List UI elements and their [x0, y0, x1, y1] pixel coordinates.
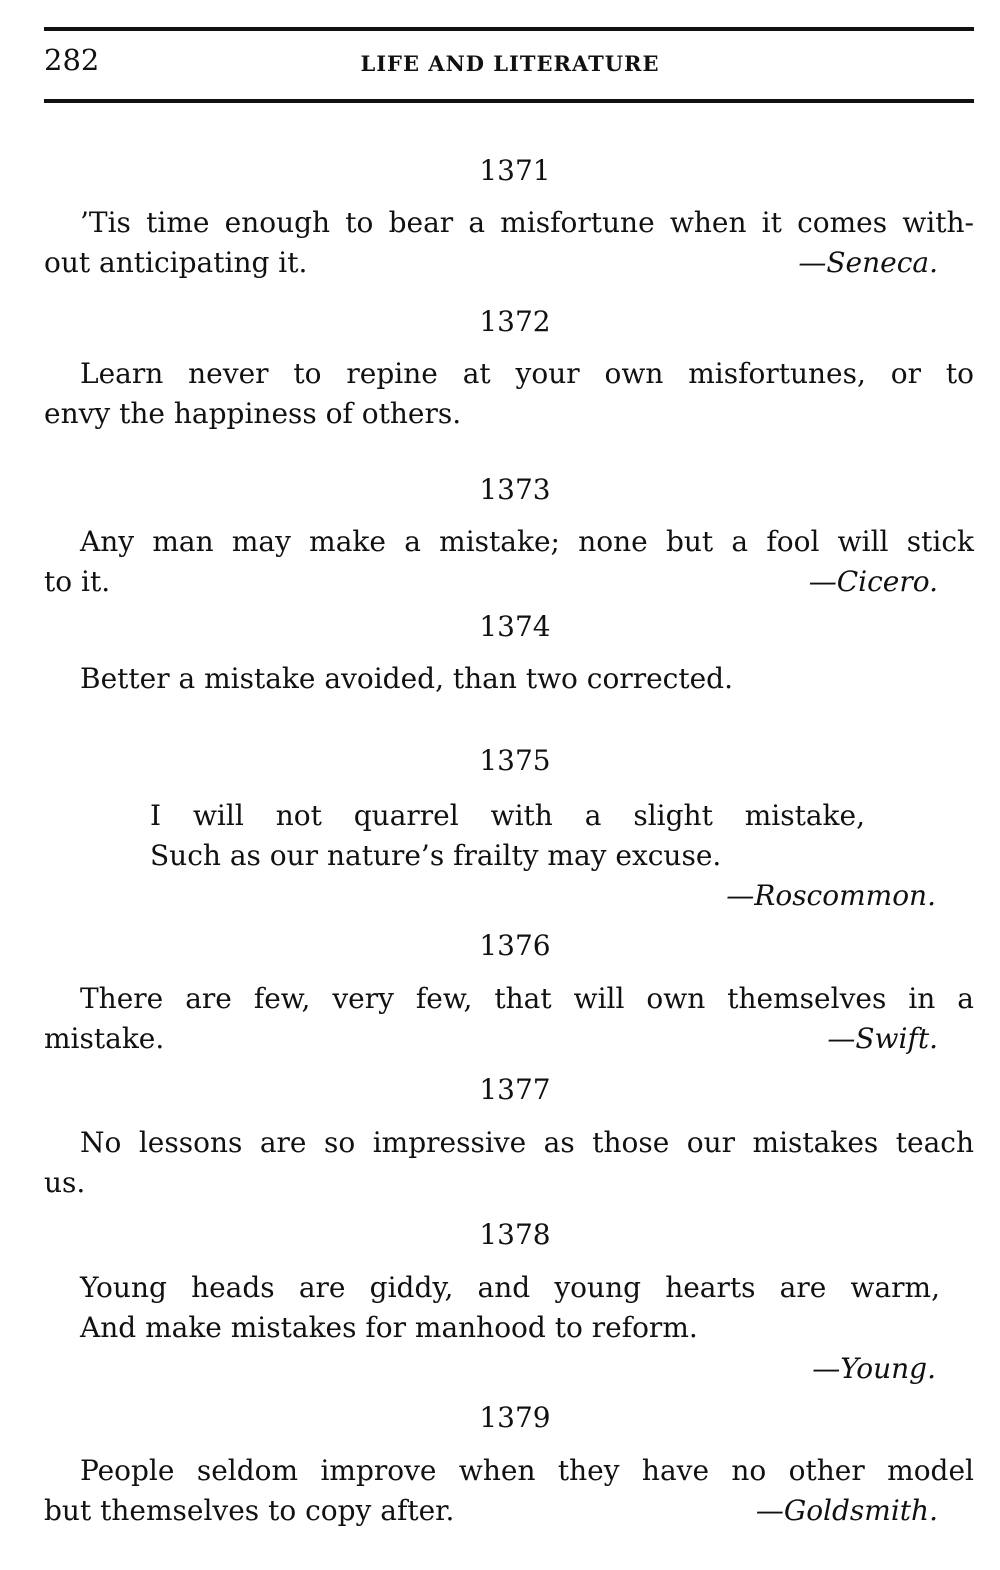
quote-text: but themselves to copy after. — [44, 1494, 455, 1527]
quote-line — [44, 1492, 974, 1530]
attribution: —Goldsmith. — [755, 1494, 938, 1527]
verse-line: And make mistakes for manhood to reform. — [80, 1311, 698, 1344]
attribution: —Roscommon. — [726, 879, 936, 912]
entry-number: 1371 — [479, 154, 551, 187]
attribution: —Cicero. — [808, 565, 938, 598]
entry-number: 1378 — [479, 1218, 551, 1251]
quote-text: mistake. — [44, 1022, 165, 1055]
attribution: —Seneca. — [798, 246, 938, 279]
running-head: LIFE AND LITERATURE — [360, 51, 660, 76]
entry-number: 1373 — [479, 473, 551, 506]
header-rule-bottom — [44, 99, 974, 103]
verse-line: I will not quarrel with a slight mistake, — [150, 799, 865, 832]
quote-line: No lessons are so impressive as those our mistakes teach — [80, 1126, 974, 1159]
page-number: 282 — [44, 43, 100, 77]
attribution: —Young. — [812, 1352, 936, 1385]
entry-number: 1379 — [479, 1401, 551, 1434]
header-rule-top — [44, 27, 974, 31]
quote-line: There are few, very few, that will own themselves in a — [80, 982, 974, 1015]
quote-line: ’Tis time enough to bear a misfortune when it comes with- — [80, 206, 974, 239]
quote-line — [44, 244, 974, 282]
verse-line: Such as our nature’s frailty may excuse. — [150, 839, 722, 872]
quote-text: to it. — [44, 565, 111, 598]
entry-number: 1375 — [479, 744, 551, 777]
quote-line: us. — [44, 1166, 86, 1199]
quote-line: Better a mistake avoided, than two corrected. — [80, 662, 733, 695]
quote-line — [44, 563, 974, 601]
entry-number: 1376 — [479, 929, 551, 962]
attribution: —Swift. — [827, 1022, 938, 1055]
quote-line: envy the happiness of others. — [44, 397, 462, 430]
entry-number: 1372 — [479, 305, 551, 338]
entry-number: 1374 — [479, 610, 551, 643]
verse-line: Young heads are giddy, and young hearts are warm, — [80, 1271, 940, 1304]
quote-text: out anticipating it. — [44, 246, 308, 279]
quote-line: Learn never to repine at your own misfortunes, or to — [80, 357, 974, 390]
quote-line: Any man may make a mistake; none but a fool will stick — [80, 525, 974, 558]
entry-number: 1377 — [479, 1073, 551, 1106]
quote-line: People seldom improve when they have no other model — [80, 1454, 974, 1487]
quote-line — [44, 1020, 974, 1058]
